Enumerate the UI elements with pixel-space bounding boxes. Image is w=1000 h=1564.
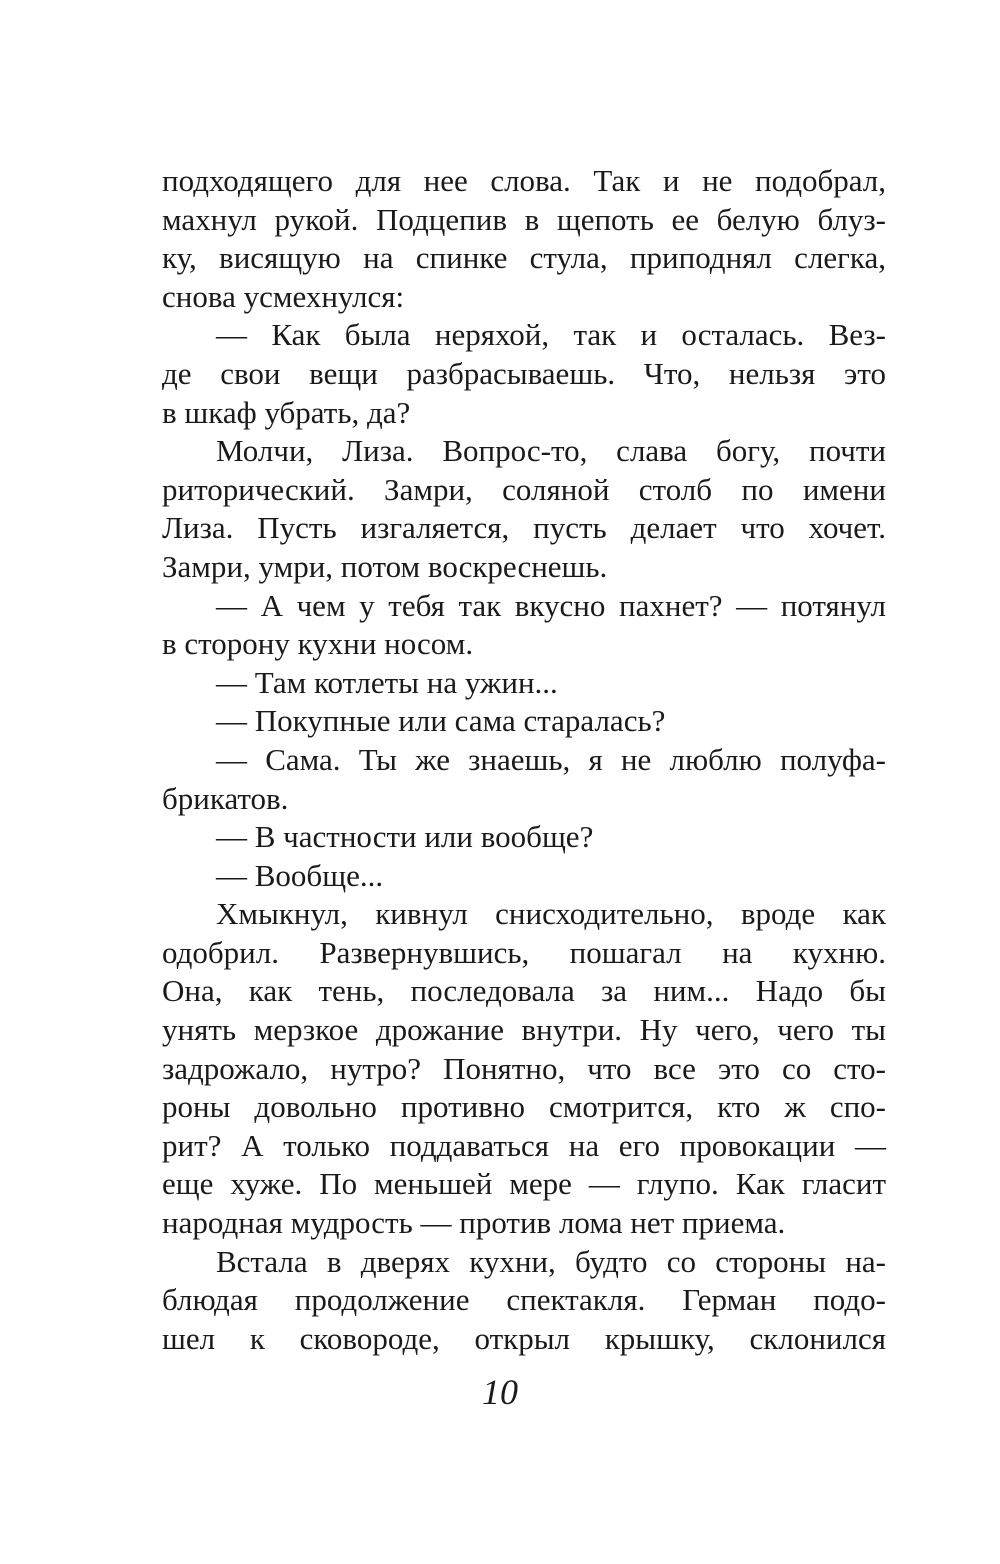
text-line: унять мерзкое дрожание внутри. Ну чего, чего ты bbox=[162, 1012, 886, 1048]
text-line: снова усмехнулся: bbox=[162, 278, 405, 314]
text-line: народная мудрость — против лома нет приема. bbox=[162, 1205, 786, 1241]
text-line: задрожало, нутро? Понятно, что все это со сто- bbox=[162, 1050, 886, 1086]
page-body-text bbox=[162, 162, 886, 1358]
text-line: — Сама. Ты же знаешь, я не люблю полуфа- bbox=[216, 741, 886, 777]
text-line: блюдая продолжение спектакля. Герман подо- bbox=[162, 1282, 886, 1318]
text-line: одобрил. Развернувшись, пошагал на кухню. bbox=[162, 934, 886, 970]
text-line: в сторону кухни носом. bbox=[162, 626, 474, 662]
text-line: Она, как тень, последовала за ним... Надо бы bbox=[162, 973, 886, 1009]
text-line: еще хуже. По меньшей мере — глупо. Как гласит bbox=[162, 1166, 886, 1202]
text-line: риторический. Замри, соляной столб по имени bbox=[162, 471, 886, 507]
text-line: — А чем у тебя так вкусно пахнет? — потянул bbox=[216, 587, 886, 623]
text-line: ку, висящую на спинке стула, приподнял слегка, bbox=[162, 240, 886, 276]
text-line: подходящего для нее слова. Так и не подобрал, bbox=[162, 163, 886, 198]
text-line: Молчи, Лиза. Вопрос-то, слава богу, почти bbox=[216, 433, 886, 469]
text-line: де свои вещи разбрасываешь. Что, нельзя это bbox=[162, 355, 886, 391]
text-line: — Как была неряхой, так и осталась. Вез- bbox=[216, 317, 886, 353]
text-line: — Вообще... bbox=[216, 857, 384, 893]
page-number: 10 bbox=[482, 1372, 518, 1412]
text-line: шел к сковороде, открыл крышку, склонился bbox=[162, 1320, 886, 1356]
text-line: в шкаф убрать, да? bbox=[162, 394, 411, 430]
text-line: роны довольно противно смотрится, кто ж спо- bbox=[162, 1089, 886, 1125]
text-line: махнул рукой. Подцепив в щепоть ее белую блуз- bbox=[162, 201, 886, 237]
text-line: Замри, умри, потом воскреснешь. bbox=[162, 548, 608, 584]
text-line: Лиза. Пусть изгаляется, пусть делает что хочет. bbox=[162, 510, 886, 546]
text-line: брикатов. bbox=[162, 780, 289, 816]
text-line: — Там котлеты на ужин... bbox=[216, 664, 558, 700]
text-line: — В частности или вообще? bbox=[216, 819, 594, 855]
text-line: рит? А только поддаваться на его провокации — bbox=[162, 1127, 886, 1163]
text-line: — Покупные или сама старалась? bbox=[216, 703, 666, 739]
text-line: Хмыкнул, кивнул снисходительно, вроде как bbox=[216, 896, 886, 932]
text-line: Встала в дверях кухни, будто со стороны на- bbox=[216, 1243, 886, 1279]
